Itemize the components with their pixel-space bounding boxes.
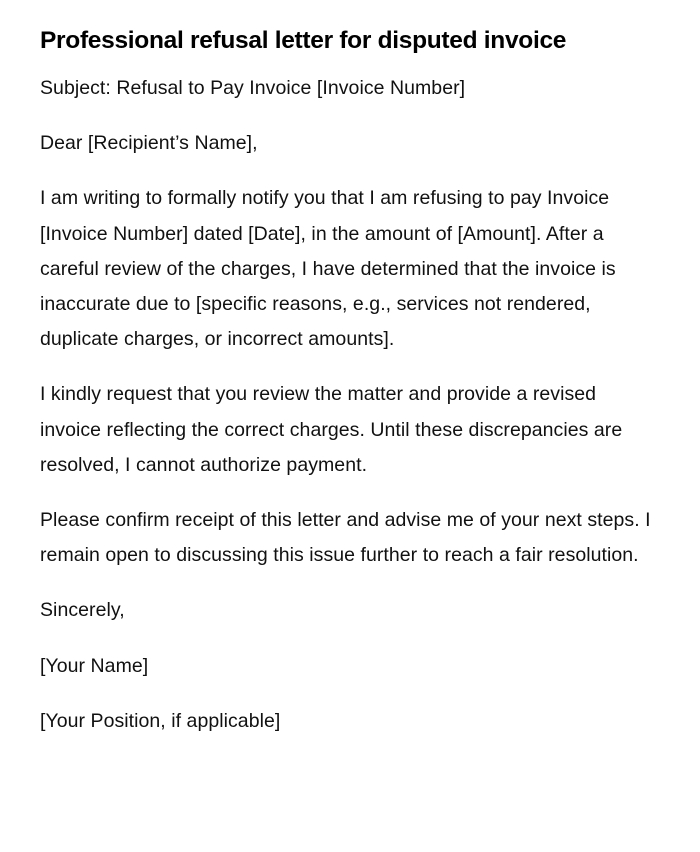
letter-paragraph-confirmation: Please confirm receipt of this letter and advise me of your next steps. I remain open to discussing this issue further to reach a fair resolution.	[40, 509, 651, 567]
letter-salutation: Dear [Recipient’s Name],	[40, 132, 258, 155]
signature-name: [Your Name]	[40, 654, 149, 677]
letter-paragraph-request: I kindly request that you review the matter and provide a revised invoice reflecting the correct charges. Until these discrepancies are resolved, I cannot authorize payment.	[40, 383, 623, 476]
letter-paragraph-notice: I am writing to formally notify you that I am refusing to pay Invoice [Invoice Number] dated [Date], in the amount of [Amount]. After a careful review of the charges, I have determined that the invoice is inaccurate due to [specific reasons, e.g., services not rendered, duplicate charges, or incorrect amounts].	[40, 187, 616, 351]
letter-closing: Sincerely,	[40, 599, 125, 622]
signature-position: [Your Position, if applicable]	[40, 709, 281, 732]
page-title: Professional refusal letter for disputed invoice	[40, 27, 567, 54]
letter-subject: Subject: Refusal to Pay Invoice [Invoice Number]	[40, 77, 466, 99]
